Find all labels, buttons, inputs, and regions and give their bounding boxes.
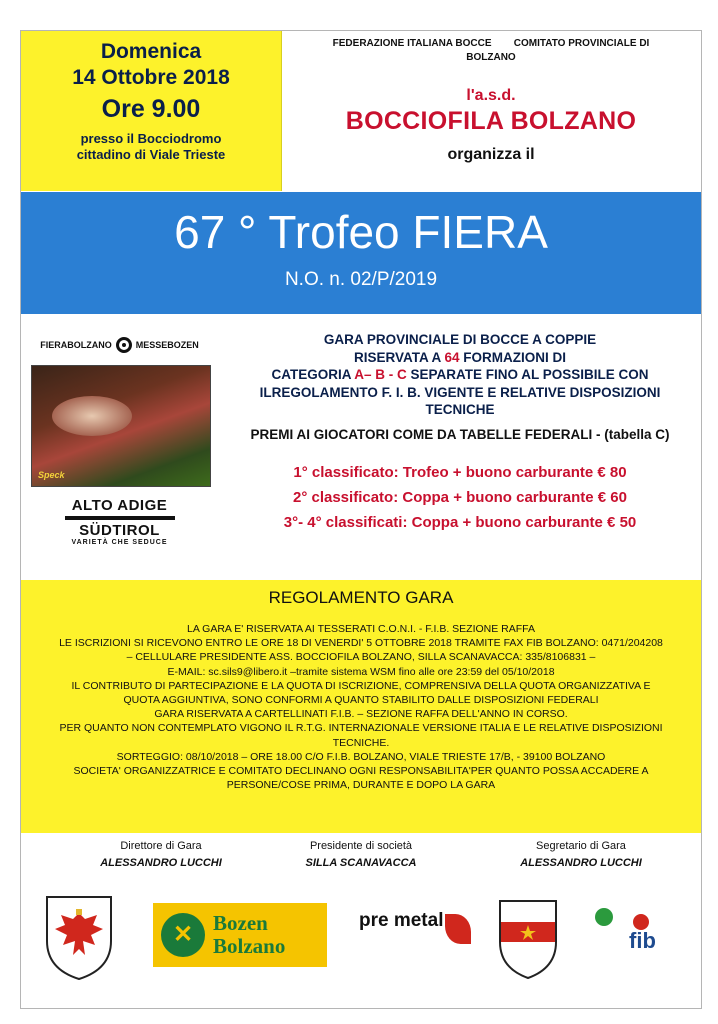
federation-name: FEDERAZIONE ITALIANA BOCCE bbox=[332, 38, 492, 49]
gara-line2-c: FORMAZIONI DI bbox=[459, 349, 567, 365]
speck-photo bbox=[31, 365, 211, 487]
reg-line: TECNICHE. bbox=[332, 736, 390, 749]
fib-green-dot-icon bbox=[595, 908, 613, 926]
signature-role: Direttore di Gara bbox=[120, 840, 202, 852]
reg-line: E-MAIL: sc.sils9@libero.it –tramite sistema WSM fino alle ore 23:59 del 05/10/2018 bbox=[167, 665, 555, 678]
gara-line2-a: RISERVATA A bbox=[353, 349, 445, 365]
title-band bbox=[21, 192, 701, 314]
gara-categories: A– B - C bbox=[354, 367, 407, 382]
flyer-page bbox=[20, 30, 702, 1009]
signatures bbox=[21, 834, 701, 884]
regolamento-title: REGOLAMENTO GARA bbox=[268, 588, 454, 607]
tyrol-eagle-crest-icon bbox=[43, 893, 115, 981]
alto-adige-tagline: VARIETÀ CHE SEDUCE bbox=[71, 539, 168, 546]
reg-line: SORTEGGIO: 08/10/2018 – ORE 18.00 C/O F.I.B. BOLZANO, VIALE TRIESTE 17/B, - 39100 BOLZANO bbox=[116, 750, 606, 763]
signature-secretary bbox=[481, 840, 681, 869]
alto-adige-bar bbox=[65, 516, 175, 520]
event-time: Ore 9.00 bbox=[101, 95, 201, 123]
signature-name: ALESSANDRO LUCCHI bbox=[520, 857, 642, 869]
sponsor-logos-bottom bbox=[21, 886, 701, 1006]
alto-adige-text: ALTO ADIGE bbox=[71, 497, 168, 514]
reg-line: LA GARA E' RISERVATA AI TESSERATI C.O.N.I. - F.I.B. SEZIONE RAFFA bbox=[186, 623, 535, 635]
committee-name: COMITATO PROVINCIALE DI bbox=[513, 38, 650, 49]
alto-adige-logo bbox=[27, 497, 212, 546]
gara-line3-a: CATEGORIA bbox=[271, 367, 355, 382]
signature-name: ALESSANDRO LUCCHI bbox=[100, 857, 222, 869]
gara-line3 bbox=[221, 366, 699, 384]
bozen-line1: Bozen bbox=[213, 911, 268, 935]
sponsor-logos-left bbox=[27, 337, 212, 546]
gara-line3-c: SEPARATE FINO AL POSSIBILE CON bbox=[406, 367, 649, 382]
fiera-ring-icon bbox=[116, 337, 132, 353]
date-box bbox=[21, 31, 282, 191]
trophy-title: 67 ° Trofeo FIERA bbox=[174, 206, 548, 258]
federation-line bbox=[281, 37, 701, 51]
bolzano-crest-icon bbox=[497, 898, 559, 980]
signature-name: SILLA SCANAVACCA bbox=[305, 857, 417, 869]
fiera-logo bbox=[27, 337, 212, 353]
gara-line5: TECNICHE bbox=[425, 402, 495, 417]
competition-section bbox=[21, 315, 701, 580]
fib-text: fib bbox=[629, 928, 656, 953]
event-date: 14 Ottobre 2018 bbox=[72, 66, 230, 89]
premi-line: PREMI AI GIOCATORI COME DA TABELLE FEDERALI - (tabella C) bbox=[250, 426, 670, 442]
bozen-bolzano-logo bbox=[153, 903, 327, 967]
food-plate-image bbox=[52, 396, 132, 436]
asd-label: l'a.s.d. bbox=[466, 87, 516, 104]
signature-role: Segretario di Gara bbox=[536, 840, 626, 852]
prize-first: 1° classificato: Trofeo + buono carburante € 80 bbox=[293, 463, 627, 481]
reg-line: LE ISCRIZIONI SI RICEVONO ENTRO LE ORE 18 DI VENERDI' 5 OTTOBRE 2018 TRAMITE FAX FIB BOLZANO: 0471/204208 bbox=[59, 637, 663, 650]
premetal-logo bbox=[359, 910, 484, 970]
regolamento-section bbox=[21, 580, 701, 833]
fiera-left-text: FIERABOLZANO bbox=[40, 340, 112, 350]
competition-details bbox=[221, 331, 699, 535]
event-day: Domenica bbox=[100, 40, 202, 63]
reg-line: – CELLULARE PRESIDENTE ASS. BOCCIOFILA BOLZANO, SILLA SCANAVACCA: 335/8106831 – bbox=[126, 651, 596, 664]
prize-list bbox=[221, 460, 699, 535]
premetal-text: pre metal bbox=[359, 910, 444, 931]
bozen-cross-icon bbox=[161, 913, 205, 957]
club-name: BOCCIOFILA BOLZANO bbox=[345, 107, 637, 135]
organizes-label: organizza il bbox=[447, 146, 535, 163]
prize-third-fourth: 3°- 4° classificati: Coppa + buono carburante € 50 bbox=[283, 513, 637, 531]
signature-president bbox=[261, 840, 461, 869]
sudtirol-text: SÜDTIROL bbox=[79, 522, 160, 539]
gara-line2 bbox=[221, 349, 699, 367]
reg-line: PER QUANTO NON CONTEMPLATO VIGONO IL R.T.G. INTERNAZIONALE VERSIONE ITALIA E LE RELATIVE DISPOSIZIONI bbox=[59, 722, 663, 735]
event-venue-line1: presso il Bocciodromo bbox=[80, 131, 222, 146]
reg-line: GARA RISERVATA A CARTELLINATI F.I.B. – SEZIONE RAFFA DELL'ANNO IN CORSO. bbox=[154, 708, 568, 721]
trophy-number: N.O. n. 02/P/2019 bbox=[284, 269, 438, 290]
signature-director bbox=[61, 840, 261, 869]
bozen-text bbox=[213, 912, 285, 958]
prize-second: 2° classificato: Coppa + buono carburante € 60 bbox=[292, 488, 627, 506]
event-venue-line2: cittadino di Viale Trieste bbox=[76, 147, 226, 162]
gara-team-count: 64 bbox=[444, 349, 460, 365]
gara-line1: GARA PROVINCIALE DI BOCCE A COPPIE bbox=[323, 332, 597, 347]
reg-line: QUOTA AGGIUNTIVA, SONO CONFORMI A QUANTO STABILITO DALLE DISPOSIZIONI FEDERALI bbox=[123, 694, 599, 707]
fiera-right-text: MESSEBOZEN bbox=[135, 340, 199, 350]
gara-line4: ILREGOLAMENTO F. I. B. VIGENTE E RELATIVE DISPOSIZIONI bbox=[259, 384, 661, 400]
reg-line: SOCIETA' ORGANIZZATRICE E COMITATO DECLINANO OGNI RESPONSABILITA'PER QUANTO POSSA ACCADERE A bbox=[73, 765, 649, 778]
photo-caption: Speck bbox=[38, 470, 65, 480]
signature-role: Presidente di società bbox=[309, 840, 413, 852]
committee-line2: BOLZANO bbox=[466, 52, 516, 63]
reg-line: PERSONE/COSE PRIMA, DURANTE E DOPO LA GARA bbox=[226, 779, 496, 792]
fib-logo bbox=[593, 906, 683, 976]
bozen-line2: Bolzano bbox=[213, 934, 286, 958]
regolamento-body bbox=[21, 622, 701, 792]
reg-line: IL CONTRIBUTO DI PARTECIPAZIONE E LA QUOTA DI ISCRIZIONE, COMPRENSIVA DELLA QUOTA ORGANIZZATIVA E bbox=[71, 679, 651, 692]
header bbox=[281, 31, 701, 191]
